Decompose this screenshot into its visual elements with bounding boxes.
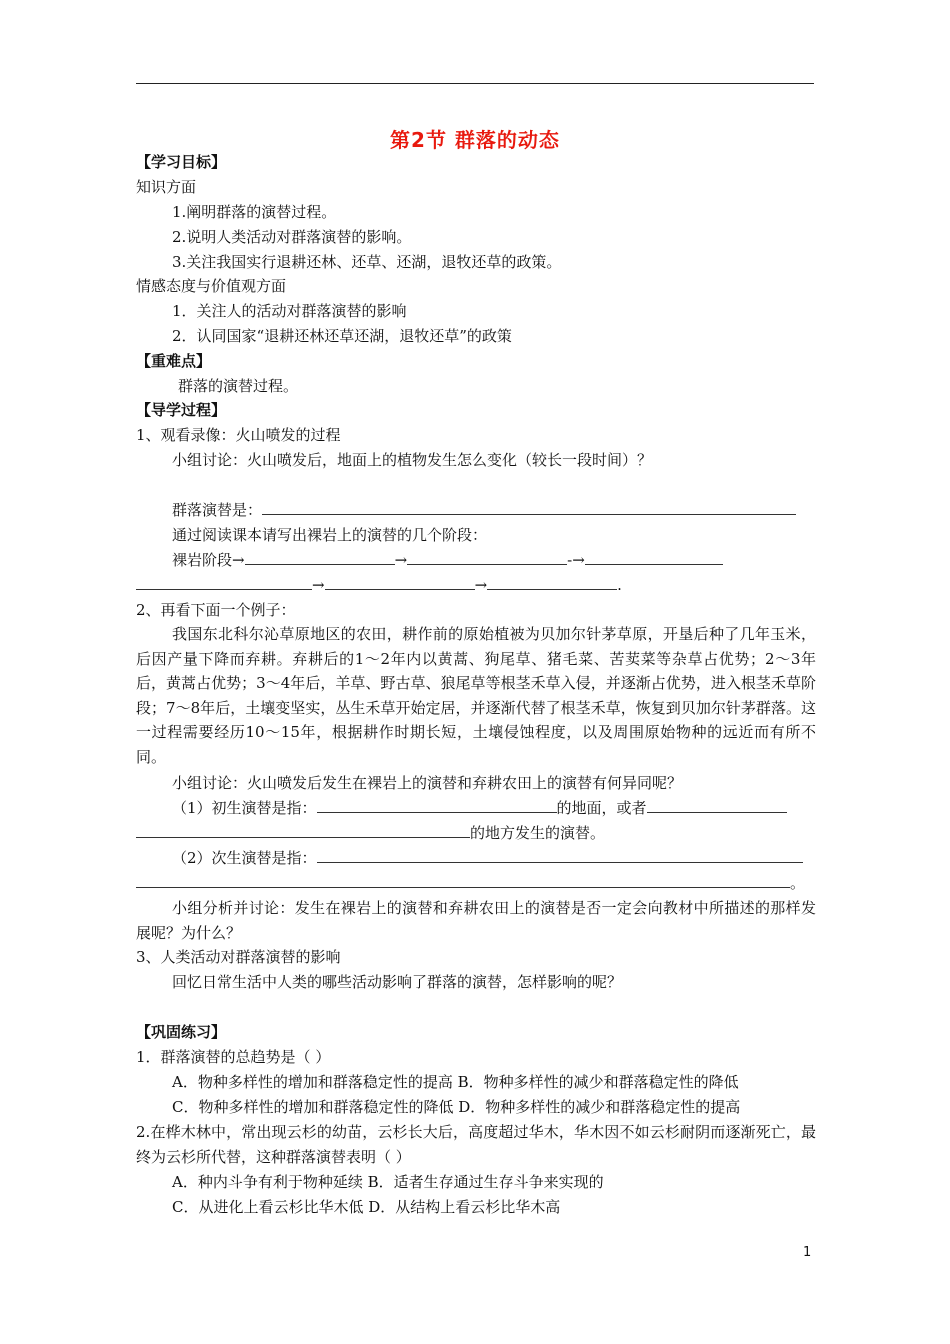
primary-succession-end: 的地方发生的演替。 [470,824,606,842]
stage-blank[interactable] [325,575,475,590]
arrow-icon: → [394,551,408,569]
primary-succession-mid: 的地面，或者 [556,799,647,817]
stage-blank[interactable] [136,575,312,590]
page-title: 第2节 群落的动态 [390,128,560,152]
emotion-item: 2．认同国家“退耕还林还草还湖，退牧还草”的政策 [172,327,512,345]
section-2-title: 2、再看下面一个例子： [136,601,296,619]
stage-blank[interactable] [585,550,723,565]
arrow-icon: → [312,576,325,594]
answer-blank[interactable] [647,798,787,813]
succession-definition-line [172,498,796,522]
page-number: 1 [803,1245,812,1260]
knowledge-item: 2.说明人类活动对群落演替的影响。 [172,228,412,246]
succession-definition-label: 群落演替是： [172,501,263,519]
answer-blank[interactable] [317,848,803,863]
question-1-options-cd: C．物种多样性的增加和群落稳定性的降低 D．物种多样性的减少和群落稳定性的提高 [172,1098,741,1116]
answer-blank[interactable] [262,500,796,515]
question-2-options-ab: A．种内斗争有利于物种延续 B．适者生存通过生存斗争来实现的 [172,1173,604,1191]
reading-instruction: 通过阅读课本请写出裸岩上的演替的几个阶段： [172,526,488,544]
period: . [617,576,622,594]
secondary-succession-line-2 [136,871,805,895]
knowledge-item: 1.阐明群落的演替过程。 [172,203,337,221]
question-1-options-ab: A．物种多样性的增加和群落稳定性的提高 B．物种多样性的减少和群落稳定性的降低 [172,1073,739,1091]
stage-blank[interactable] [245,550,395,565]
bare-rock-stage: 裸岩阶段→ [172,551,245,569]
key-header: 【重难点】 [136,352,212,370]
emotion-item: 1．关注人的活动对群落演替的影响 [172,302,407,320]
secondary-succession-label: （2）次生演替是指： [172,849,317,867]
section-2-discussion: 小组讨论：火山喷发后发生在裸岩上的演替和弃耕农田上的演替有何异同呢？ [172,774,683,792]
knowledge-item: 3.关注我国实行退耕还林、还草、还湖，退牧还草的政策。 [172,253,562,271]
stage-blank[interactable] [407,550,567,565]
answer-blank[interactable] [136,873,790,888]
knowledge-label: 知识方面 [136,178,197,196]
stage-line-1 [172,548,723,572]
answer-blank[interactable] [317,798,557,813]
section-3-title: 3、人类活动对群落演替的影响 [136,948,341,966]
section-3-question: 回忆日常生活中人类的哪些活动影响了群落的演替，怎样影响的呢？ [172,973,623,991]
farmland-example-paragraph: 我国东北科尔沁草原地区的农田，耕作前的原始植被为贝加尔针茅草原，开垦后种了几年玉米，后因产量下降而弃耕。弃耕后的1～2年内以黄蒿、狗尾草、猪毛菜、苦荬菜等杂草占优势；2～3年后，黄蒿占优势；3～4年后，羊草、野古草、狼尾草等根茎禾草入侵，并逐渐占优势，进入根茎禾草阶段；7～8年后，土壤变坚实，丛生禾草开始定居，并逐渐代替了根茎禾草，恢复到贝加尔针茅群落。这一过程需要经历10～15年，根据耕作时期长短，土壤侵蚀程度，以及周围原始物种的远近而有所不同。 [136,625,816,766]
question-1: 1．群落演替的总趋势是（ ） [136,1048,331,1066]
answer-blank[interactable] [136,823,470,838]
header-rule [136,83,814,84]
section-1-title: 1、观看录像：火山喷发的过程 [136,426,341,444]
process-header: 【导学过程】 [136,401,227,419]
question-2-options-cd: C．从进化上看云杉比华木低 D．从结构上看云杉比华木高 [172,1198,561,1216]
arrow-icon: → [474,576,488,594]
goals-header: 【学习目标】 [136,153,227,171]
analysis-question: 小组分析并讨论：发生在裸岩上的演替和弃耕农田上的演替是否一定会向教材中所描述的那样发展呢？为什么？ [136,899,816,942]
primary-succession-line [172,796,787,820]
question-2: 2.在桦木林中，常出现云杉的幼苗，云杉长大后，高度超过华木，华木因不如云杉耐阴而逐渐死亡，最终为云杉所代替，这种群落演替表明（ ） [136,1123,816,1166]
emotion-label: 情感态度与价值观方面 [136,277,287,295]
primary-succession-line-2 [136,821,605,845]
secondary-succession-end: 。 [790,874,806,892]
arrow-icon: -→ [567,551,585,569]
primary-succession-label: （1）初生演替是指： [172,799,317,817]
stage-blank[interactable] [487,575,617,590]
secondary-succession-line [172,846,803,870]
key-text: 群落的演替过程。 [178,377,299,395]
exercises-header: 【巩固练习】 [136,1023,227,1041]
stage-line-2 [136,573,622,597]
section-1-discussion: 小组讨论：火山喷发后，地面上的植物发生怎么变化（较长一段时间）？ [172,451,653,469]
